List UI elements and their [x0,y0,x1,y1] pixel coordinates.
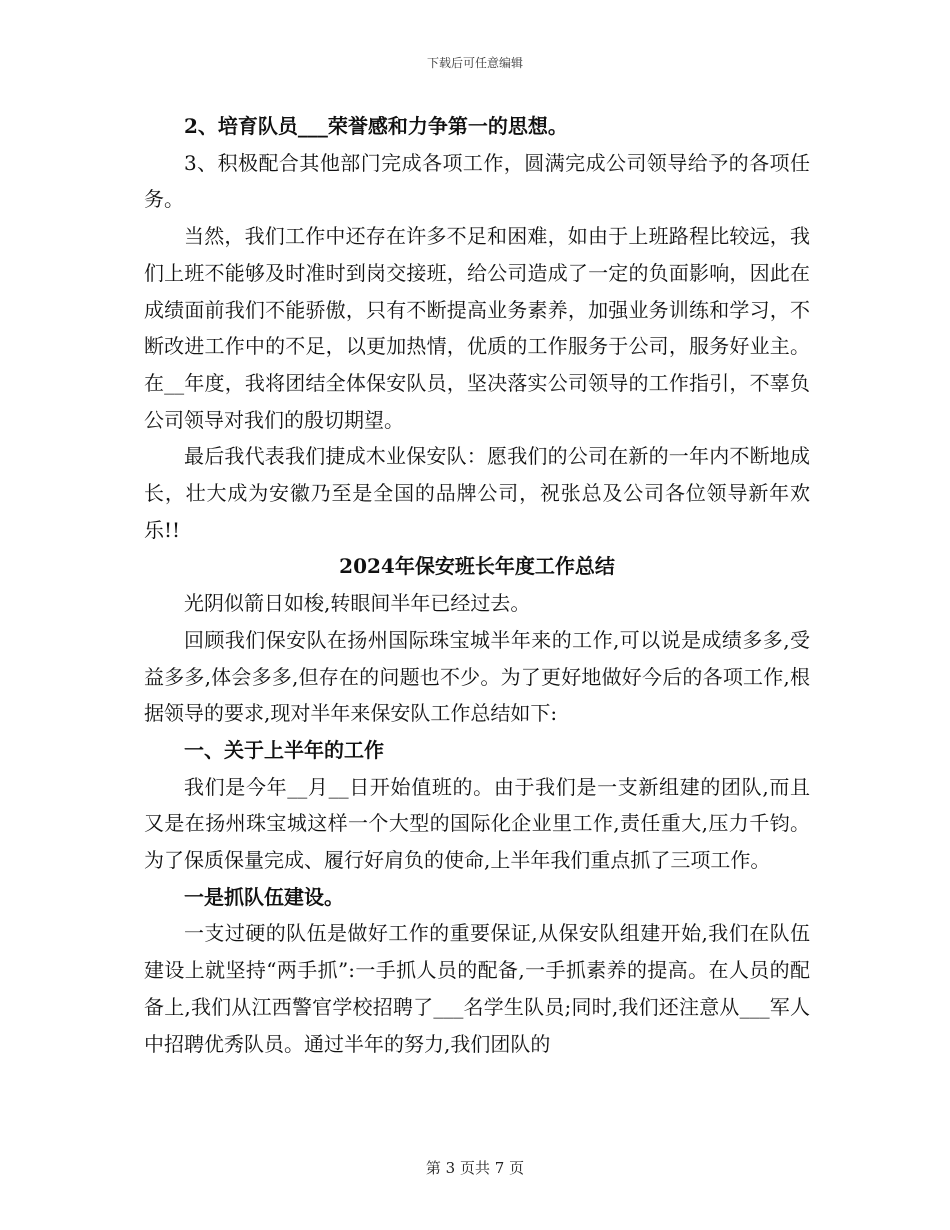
document-body [144,108,810,1062]
paragraph-closing-wishes: 最后我代表我们捷成木业保安队：愿我们的公司在新的一年内不断地成长，壮大成为安徽乃至是全国的品牌公司，祝张总及公司各位领导新年欢乐!! [144,444,810,542]
paragraph-team-building: 一支过硬的队伍是做好工作的重要保证,从保安队组建开始,我们在队伍建设上就坚持“两手抓”:一手抓人员的配备,一手抓素养的提高。在人员的配备上,我们从江西警官学校招聘了___名学生队员;同时,我们还注意从___军人中招聘优秀队员。通过半年的努力,我们团队的 [144,921,810,1056]
paragraph-team-start: 我们是今年__月__日开始值班的。由于我们是一支新组建的团队,而且又是在扬州珠宝城这样一个大型的国际化企业里工作,责任重大,压力千钧。为了保质保量完成、履行好肩负的使命,上半年我们重点抓了三项工作。 [144,774,810,873]
page-header-note: 下载后可任意编辑 [426,56,523,70]
heading-first-half-work: 一、关于上半年的工作 [184,737,384,762]
paragraph-review: 回顾我们保安队在扬州国际珠宝城半年来的工作,可以说是成绩多多,受益多多,体会多多,但存在的问题也不少。为了更好地做好今后的各项工作,根据领导的要求,现对半年来保安队工作总结如下: [144,627,810,726]
paragraph-goal-2: 2、培育队员___荣誉感和力争第一的思想。 [184,114,568,138]
heading-team-building: 一是抓队伍建设。 [184,884,344,909]
paragraph-goal-3: 3、积极配合其他部门完成各项工作，圆满完成公司领导给予的各项任务。 [144,150,810,212]
paragraph-intro: 光阴似箭日如梭,转眼间半年已经过去。 [184,591,531,616]
page-number-footer: 第 3 页共 7 页 [425,1159,525,1177]
section-title: 2024年保安班长年度工作总结 [339,554,615,579]
paragraph-shortcomings: 当然，我们工作中还存在许多不足和困难，如由于上班路程比较远，我们上班不能够及时准时到岗交接班，给公司造成了一定的负面影响，因此在成绩面前我们不能骄傲，只有不断提高业务素养，加强业务训练和学习，不断改进工作中的不足，以更加热情，优质的工作服务于公司，服务好业主。在__年度，我将团结全体保安队员，坚决落实公司领导的工作指引，不辜负公司领导对我们的殷切期望。 [144,224,810,432]
